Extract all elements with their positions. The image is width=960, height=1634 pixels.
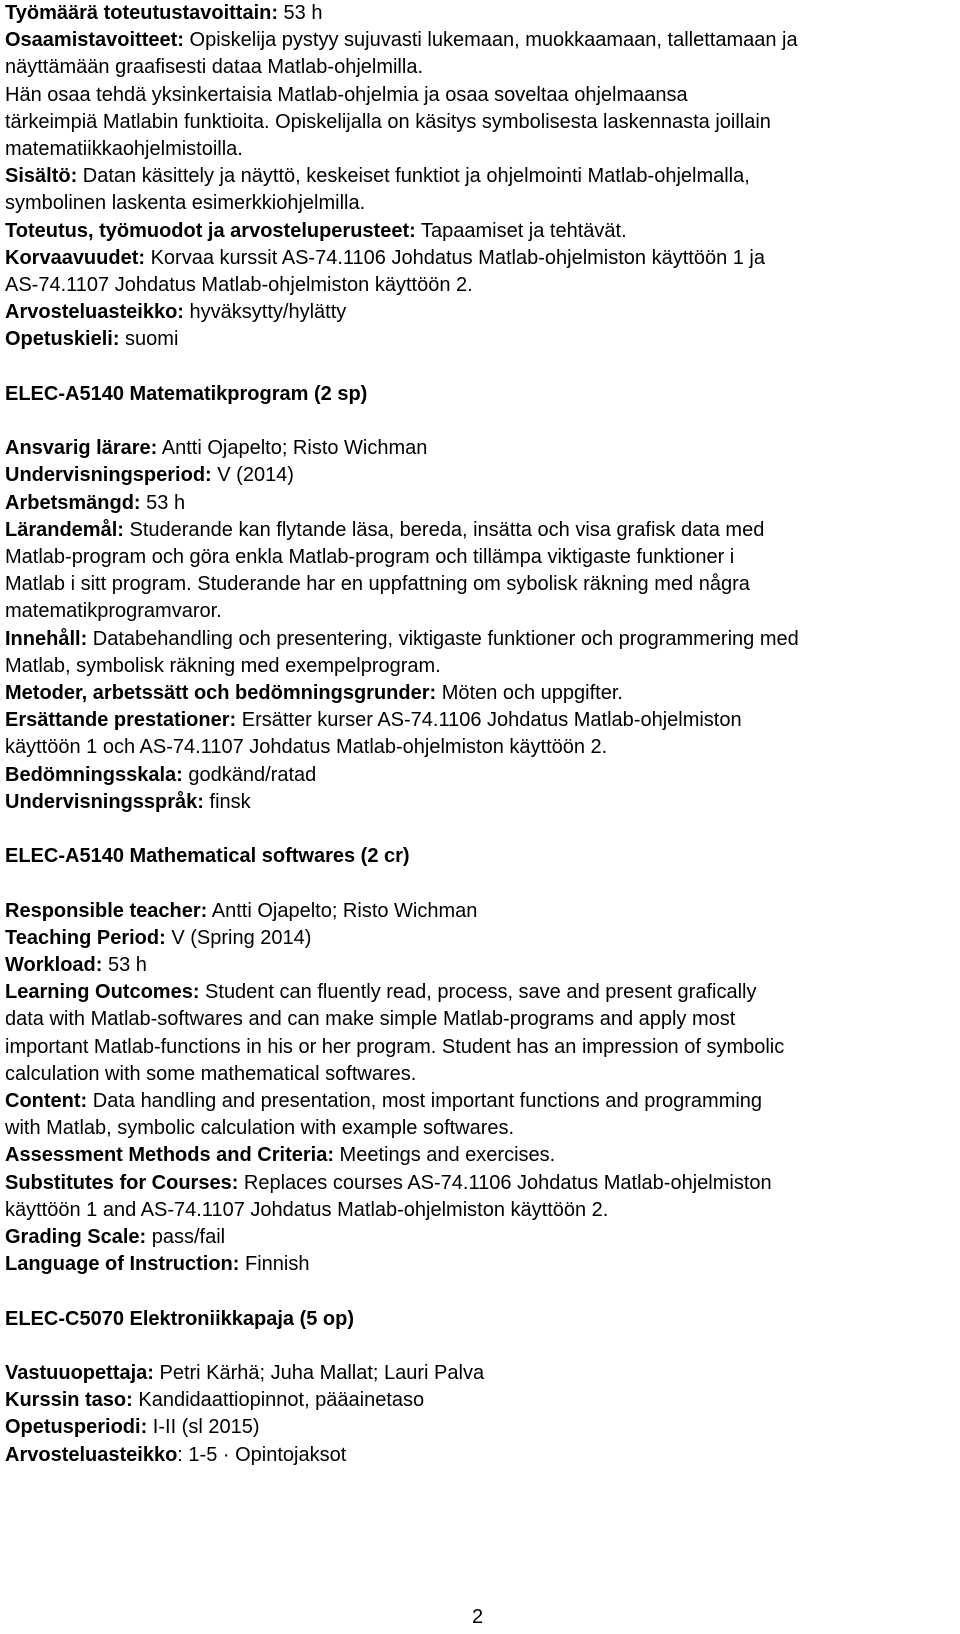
field-value: Meetings and exercises. bbox=[333, 1144, 556, 1167]
field-value: Opiskelija pystyy sujuvasti lukemaan, muokkaamaan, tallettamaan ja bbox=[183, 29, 798, 52]
text-line: Hän osaa tehdä yksinkertaisia Matlab-ohjelmia ja osaa soveltaa ohjelmaansa bbox=[5, 83, 688, 106]
field-value: Databehandling och presentering, viktigaste funktioner och programmering med bbox=[87, 627, 799, 650]
sv-substitutes bbox=[5, 707, 955, 734]
field-label: Arvosteluasteikko: bbox=[5, 301, 184, 324]
field-label: Toteutus, työmuodot ja arvosteluperusteet: bbox=[5, 219, 416, 242]
sv-methods bbox=[5, 680, 955, 707]
text-line: with Matlab, symbolic calculation with example softwares. bbox=[5, 1117, 515, 1140]
field-label: Workload: bbox=[5, 954, 103, 977]
field-value: Antti Ojapelto; Risto Wichman bbox=[157, 437, 428, 460]
sv-content bbox=[5, 626, 955, 653]
title-spacer bbox=[5, 1333, 955, 1360]
fi-methods bbox=[5, 218, 955, 245]
field-value: Kandidaattiopinnot, pääainetaso bbox=[132, 1389, 425, 1412]
field-label: Undervisningsspråk: bbox=[5, 790, 204, 813]
title-spacer bbox=[5, 870, 955, 897]
text-line: symbolinen laskenta esimerkkiohjelmilla. bbox=[5, 192, 366, 215]
field-label: Osaamistavoitteet: bbox=[5, 29, 184, 52]
document-page bbox=[5, 0, 955, 1469]
fi-language bbox=[5, 326, 955, 353]
en-teacher bbox=[5, 898, 955, 925]
en-period bbox=[5, 925, 955, 952]
en-methods bbox=[5, 1142, 955, 1169]
c5070-level bbox=[5, 1387, 955, 1414]
fi-course-details bbox=[5, 0, 955, 354]
en-content bbox=[5, 1088, 955, 1115]
en-language bbox=[5, 1251, 955, 1278]
field-value: I-II (sl 2015) bbox=[147, 1416, 260, 1439]
text-line: käyttöön 1 och AS-74.1107 Johdatus Matlab-ohjelmiston käyttöön 2. bbox=[5, 736, 608, 759]
field-value: Finnish bbox=[239, 1253, 310, 1276]
field-label: Ansvarig lärare: bbox=[5, 437, 158, 460]
field-label: Content: bbox=[5, 1090, 88, 1113]
c5070-period bbox=[5, 1414, 955, 1441]
text-line: matematiikkaohjelmistoilla. bbox=[5, 138, 243, 161]
text-line: matematikprogramvaror. bbox=[5, 600, 222, 623]
field-label: Ersättande prestationer: bbox=[5, 709, 237, 732]
en-substitutes bbox=[5, 1170, 955, 1197]
field-value: V (Spring 2014) bbox=[165, 926, 312, 949]
course-title: ELEC-A5140 Matematikprogram (2 sp) bbox=[5, 382, 368, 405]
field-label: Learning Outcomes: bbox=[5, 981, 200, 1004]
field-value: Petri Kärhä; Juha Mallat; Lauri Palva bbox=[153, 1362, 485, 1385]
field-label: Arbetsmängd: bbox=[5, 491, 141, 514]
text-line: tärkeimpiä Matlabin funktioita. Opiskelijalla on käsitys symbolisesta laskennasta joillain bbox=[5, 110, 771, 133]
field-label: Bedömningsskala: bbox=[5, 763, 183, 786]
field-value: godkänd/ratad bbox=[182, 763, 317, 786]
title-spacer bbox=[5, 408, 955, 435]
page-number: 2 bbox=[472, 1606, 484, 1628]
field-value: Ersätter kurser AS-74.1106 Johdatus Matlab-ohjelmiston bbox=[236, 709, 742, 732]
field-value: Replaces courses AS-74.1106 Johdatus Matlab-ohjelmiston bbox=[238, 1171, 772, 1194]
fi-substitutes bbox=[5, 245, 955, 272]
sv-grading bbox=[5, 762, 955, 789]
en-learning-outcomes bbox=[5, 979, 955, 1006]
field-value: Korvaa kurssit AS-74.1106 Johdatus Matlab-ohjelmiston käyttöön 1 ja bbox=[145, 246, 766, 269]
field-label: Teaching Period: bbox=[5, 926, 166, 949]
fi-learning-outcomes bbox=[5, 27, 955, 54]
field-value: V (2014) bbox=[211, 464, 294, 487]
field-value: : 1-5 · Opintojaksot bbox=[177, 1443, 347, 1466]
field-value: 53 h bbox=[140, 491, 186, 514]
en-course-details bbox=[5, 843, 955, 1278]
section-spacer bbox=[5, 816, 955, 843]
field-label: Metoder, arbetssätt och bedömningsgrunder: bbox=[5, 682, 437, 705]
fi-grading bbox=[5, 299, 955, 326]
field-label: Grading Scale: bbox=[5, 1226, 147, 1249]
field-value: suomi bbox=[119, 328, 179, 351]
field-label: Lärandemål: bbox=[5, 518, 124, 541]
field-label: Työmäärä toteutustavoittain: bbox=[5, 2, 278, 24]
field-label: Language of Instruction: bbox=[5, 1253, 240, 1276]
field-label: Kurssin taso: bbox=[5, 1389, 133, 1412]
field-value: finsk bbox=[203, 790, 251, 813]
field-label: Sisältö: bbox=[5, 165, 78, 188]
field-label: Opetusperiodi: bbox=[5, 1416, 148, 1439]
text-line: käyttöön 1 and AS-74.1107 Johdatus Matlab-ohjelmiston käyttöön 2. bbox=[5, 1198, 609, 1221]
fi-workload bbox=[5, 0, 955, 27]
c5070-course-details bbox=[5, 1306, 955, 1469]
course-title: ELEC-A5140 Mathematical softwares (2 cr) bbox=[5, 845, 410, 868]
sv-learning-outcomes bbox=[5, 517, 955, 544]
field-value: pass/fail bbox=[146, 1226, 226, 1249]
field-label: Vastuuopettaja: bbox=[5, 1362, 154, 1385]
course-title: ELEC-C5070 Elektroniikkapaja (5 op) bbox=[5, 1307, 355, 1330]
field-label: Substitutes for Courses: bbox=[5, 1171, 239, 1194]
field-value: 53 h bbox=[278, 2, 323, 24]
text-line: näyttämään graafisesti dataa Matlab-ohjelmilla. bbox=[5, 56, 423, 79]
text-line: calculation with some mathematical softwares. bbox=[5, 1062, 417, 1085]
c5070-teacher bbox=[5, 1360, 955, 1387]
fi-content bbox=[5, 163, 955, 190]
field-value: hyväksytty/hylätty bbox=[183, 301, 347, 324]
sv-language bbox=[5, 789, 955, 816]
section-spacer bbox=[5, 354, 955, 381]
text-line: important Matlab-functions in his or her program. Student has an impression of symbolic bbox=[5, 1035, 785, 1058]
field-label: Arvosteluasteikko bbox=[5, 1443, 178, 1466]
sv-course-details bbox=[5, 381, 955, 816]
text-line: AS-74.1107 Johdatus Matlab-ohjelmiston käyttöön 2. bbox=[5, 274, 473, 297]
field-value: Studerande kan flytande läsa, bereda, insätta och visa grafisk data med bbox=[123, 518, 765, 541]
c5070-grading bbox=[5, 1442, 955, 1469]
field-value: Möten och uppgifter. bbox=[436, 682, 623, 705]
sv-teacher bbox=[5, 435, 955, 462]
field-value: Data handling and presentation, most important functions and programming bbox=[87, 1090, 763, 1113]
sv-workload bbox=[5, 490, 955, 517]
field-value: Student can fluently read, process, save and present grafically bbox=[199, 981, 757, 1004]
sv-period bbox=[5, 462, 955, 489]
field-value: Datan käsittely ja näyttö, keskeiset funktiot ja ohjelmointi Matlab-ohjelmalla, bbox=[77, 165, 750, 188]
field-label: Undervisningsperiod: bbox=[5, 464, 212, 487]
text-line: data with Matlab-softwares and can make simple Matlab-programs and apply most bbox=[5, 1008, 736, 1031]
field-value: Antti Ojapelto; Risto Wichman bbox=[207, 899, 478, 922]
field-value: Tapaamiset ja tehtävät. bbox=[415, 219, 627, 242]
text-line: Matlab-program och göra enkla Matlab-program och tillämpa viktigaste funktioner i bbox=[5, 546, 735, 569]
en-workload bbox=[5, 952, 955, 979]
section-spacer bbox=[5, 1278, 955, 1305]
field-label: Responsible teacher: bbox=[5, 899, 208, 922]
field-label: Korvaavuudet: bbox=[5, 246, 146, 269]
field-label: Opetuskieli: bbox=[5, 328, 120, 351]
text-line: Matlab i sitt program. Studerande har en uppfattning om sybolisk räkning med några bbox=[5, 573, 750, 596]
en-grading bbox=[5, 1224, 955, 1251]
text-line: Matlab, symbolisk räkning med exempelprogram. bbox=[5, 654, 441, 677]
field-label: Innehåll: bbox=[5, 627, 88, 650]
field-label: Assessment Methods and Criteria: bbox=[5, 1144, 334, 1167]
field-value: 53 h bbox=[102, 954, 147, 977]
